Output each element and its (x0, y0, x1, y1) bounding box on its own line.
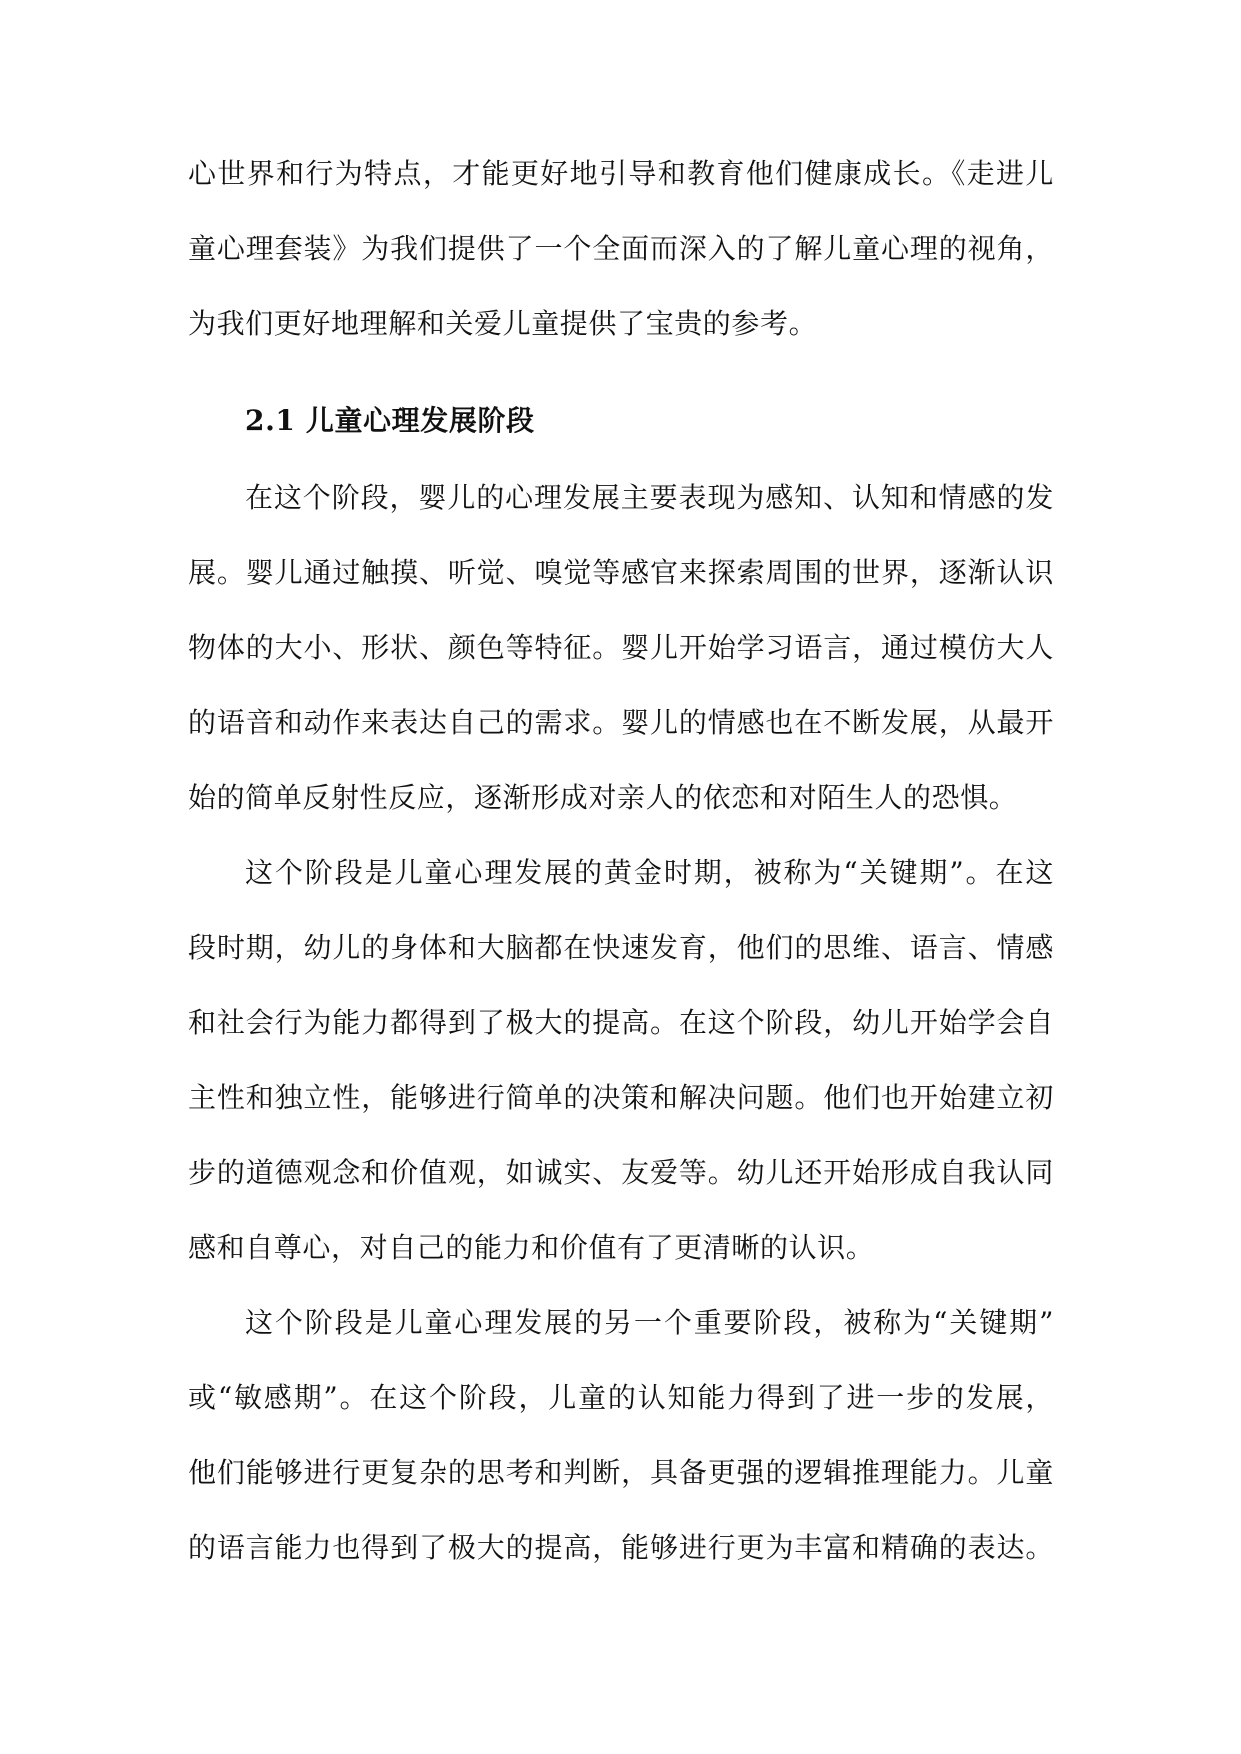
paragraph-line: 物体的大小、形状、颜色等特征。婴儿开始学习语言，通过模仿大人 (188, 631, 1054, 664)
paragraph-line: 展。婴儿通过触摸、听觉、嗅觉等感官来探索周围的世界，逐渐认识 (188, 556, 1054, 589)
paragraph-line: 段时期，幼儿的身体和大脑都在快速发育，他们的思维、语言、情感 (188, 931, 1054, 964)
paragraph-intro (188, 136, 1054, 361)
paragraph-line: 童心理套装》为我们提供了一个全面而深入的了解儿童心理的视角， (188, 232, 1054, 265)
paragraph-toddler (188, 835, 1054, 1285)
paragraph-line: 他们能够进行更复杂的思考和判断，具备更强的逻辑推理能力。儿童 (188, 1456, 1054, 1489)
paragraph-line: 在这个阶段，婴儿的心理发展主要表现为感知、认知和情感的发 (245, 481, 1054, 514)
paragraph-line: 始的简单反射性反应，逐渐形成对亲人的依恋和对陌生人的恐惧。 (188, 781, 1018, 814)
paragraph-line: 主性和独立性，能够进行简单的决策和解决问题。他们也开始建立初 (188, 1081, 1054, 1114)
paragraph-line: 的语音和动作来表达自己的需求。婴儿的情感也在不断发展，从最开 (188, 706, 1054, 739)
paragraph-infant (188, 460, 1054, 835)
paragraph-line: 感和自尊心，对自己的能力和价值有了更清晰的认识。 (188, 1231, 875, 1264)
paragraph-line: 这个阶段是儿童心理发展的另一个重要阶段，被称为“关键期” (245, 1306, 1054, 1339)
paragraph-line: 的语言能力也得到了极大的提高，能够进行更为丰富和精确的表达。 (188, 1531, 1054, 1564)
paragraph-child (188, 1285, 1054, 1585)
paragraph-line: 为我们更好地理解和关爱儿童提供了宝贵的参考。 (188, 307, 818, 340)
paragraph-line: 心世界和行为特点，才能更好地引导和教育他们健康成长。《走进儿 (188, 157, 1054, 190)
paragraph-line: 这个阶段是儿童心理发展的黄金时期，被称为“关键期”。在这 (245, 856, 1054, 889)
section-heading: 2.1 儿童心理发展阶段 (245, 404, 535, 437)
paragraph-line: 步的道德观念和价值观，如诚实、友爱等。幼儿还开始形成自我认同 (188, 1156, 1054, 1189)
paragraph-line: 和社会行为能力都得到了极大的提高。在这个阶段，幼儿开始学会自 (188, 1006, 1054, 1039)
page-body (188, 136, 1054, 1585)
paragraph-line: 或“敏感期”。在这个阶段，儿童的认知能力得到了进一步的发展， (188, 1381, 1054, 1414)
